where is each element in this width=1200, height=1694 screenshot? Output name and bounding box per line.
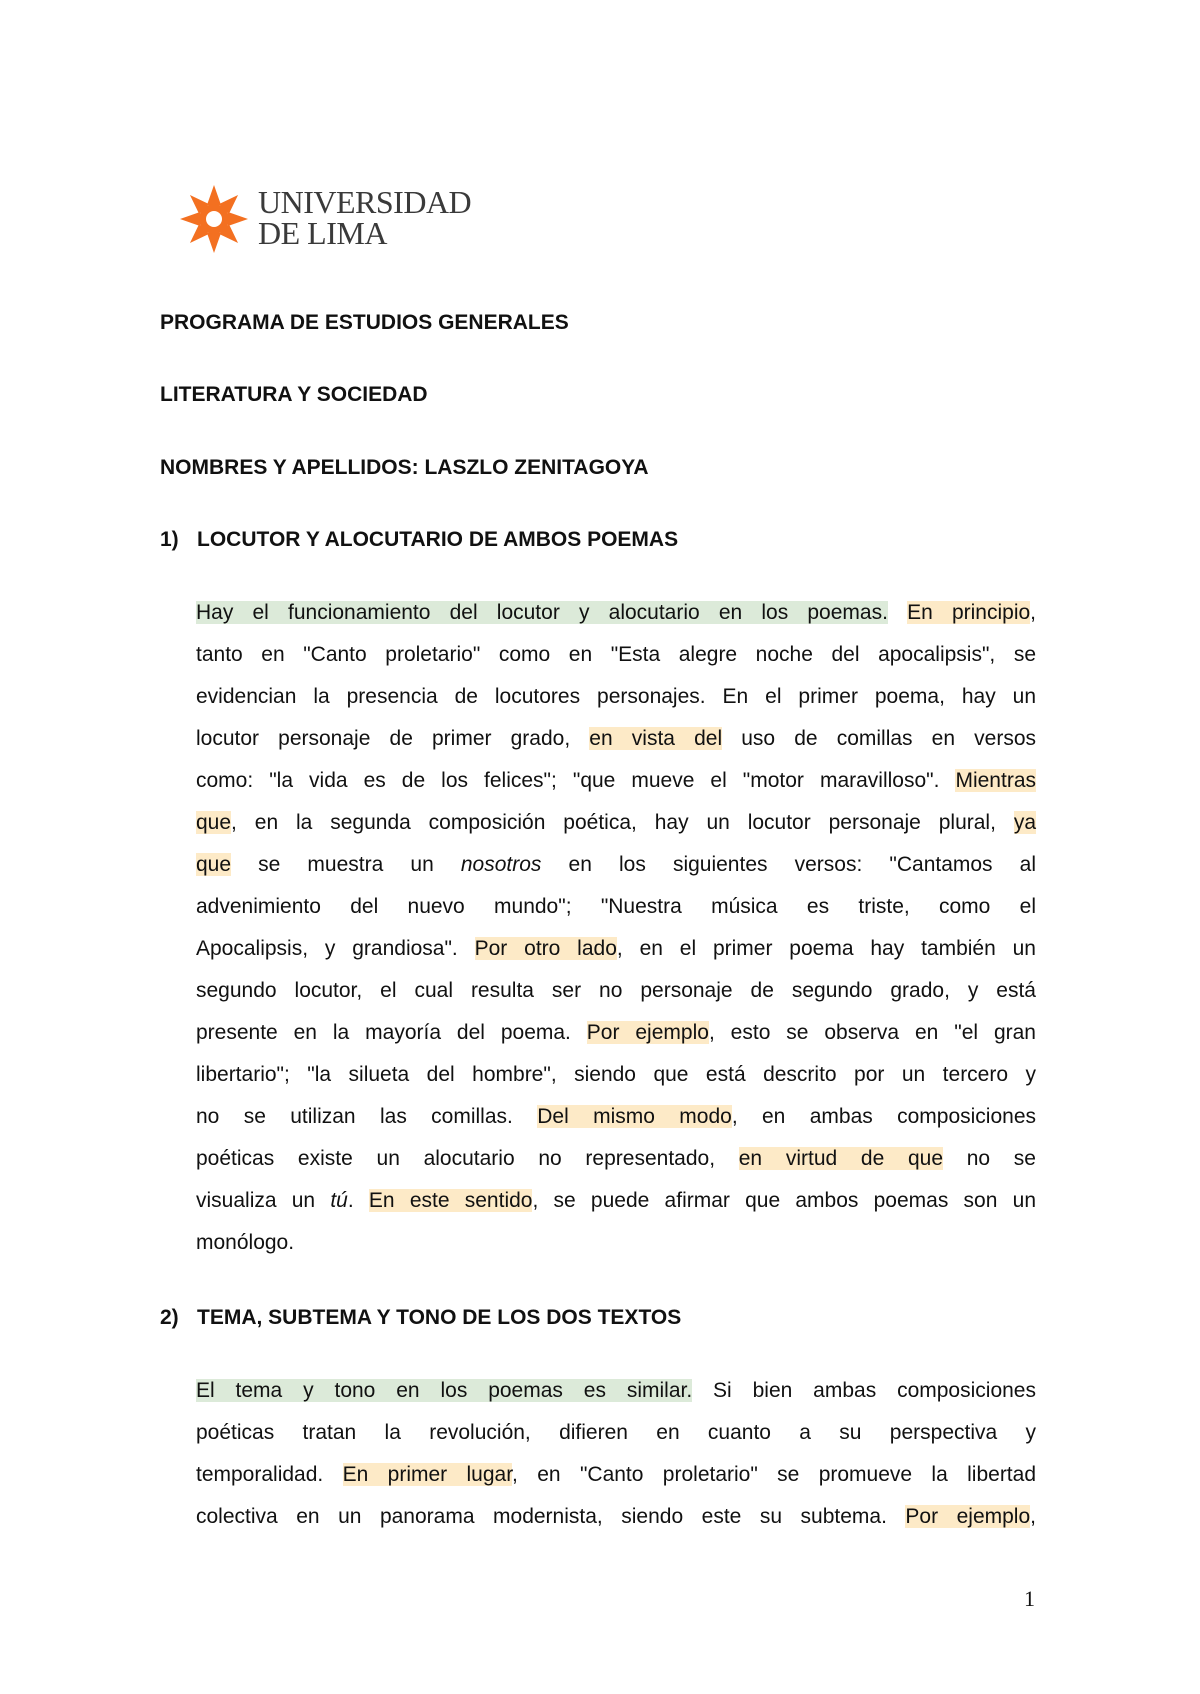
logo-line-2: DE LIMA bbox=[258, 215, 387, 251]
italic-term: tú bbox=[330, 1189, 348, 1212]
section-number: 2) bbox=[160, 1306, 179, 1329]
paragraph-line: monólogo. bbox=[196, 1231, 295, 1254]
university-logo bbox=[178, 183, 478, 259]
highlight-connector: En principio bbox=[907, 601, 1031, 624]
highlight-connector: En primer lugar bbox=[342, 1463, 513, 1486]
highlight-connector: Por ejemplo bbox=[905, 1505, 1031, 1528]
paragraph-line: libertario"; "la silueta del hombre", siendo que está descrito por un tercero y bbox=[196, 1063, 1036, 1086]
highlight-connector: Del mismo modo bbox=[537, 1105, 732, 1128]
star-logo-icon bbox=[178, 183, 250, 255]
highlight-connector: que bbox=[196, 853, 232, 876]
section-1-heading bbox=[160, 528, 678, 552]
paragraph-line: advenimiento del nuevo mundo"; "Nuestra música es triste, como el bbox=[196, 895, 1036, 918]
highlight-main-idea: El tema y tono en los poemas es similar. bbox=[196, 1379, 693, 1402]
student-name-heading: NOMBRES Y APELLIDOS: LASZLO ZENITAGOYA bbox=[160, 456, 649, 479]
section-1-paragraph: Hay el funcionamiento del locutor y alocutario en los poemas. En principio, tanto en "Canto proletario" como en "Esta alegre noche del apocalipsis", se evidencian la presencia de locutores personajes. En el primer poema, hay un locutor personaje de primer grado, en vista del uso de comillas en versos como: "la vida es de los felices"; "que mueve el "motor maravilloso". Mientras que, en la segunda composición poética, hay un locutor personaje plural, ya que se muestra un nosotros en los siguientes versos: "Cantamos al advenimiento del nuevo mundo"; "Nuestra música es triste, como el Apocalipsis, y grandiosa". Por otro lado, en el primer poema hay también un segundo locutor, el cual resulta ser no personaje de segundo grado, y está presente en la mayoría del poema. Por ejemplo, esto se observa en "el gran libertario"; "la silueta del hombre", siendo que está descrito por un tercero y no se utilizan las comillas. Del mismo modo, en ambas composiciones poéticas existe un alocutario no representado, en virtud de que no se visualiza un tú. En este sentido, se puede afirmar que ambos poemas son un monólogo. bbox=[196, 592, 1036, 1264]
highlight-connector: Mientras bbox=[955, 769, 1036, 792]
section-title: LOCUTOR Y ALOCUTARIO DE AMBOS POEMAS bbox=[197, 528, 679, 551]
section-2-heading bbox=[160, 1306, 681, 1330]
highlight-connector: En este sentido bbox=[368, 1189, 533, 1212]
program-heading: PROGRAMA DE ESTUDIOS GENERALES bbox=[160, 311, 569, 334]
paragraph-line: segundo locutor, el cual resulta ser no personaje de segundo grado, y está bbox=[196, 979, 1036, 1002]
paragraph-line: poéticas tratan la revolución, difieren en cuanto a su perspectiva y bbox=[196, 1421, 1036, 1444]
highlight-connector: Por otro lado bbox=[474, 937, 617, 960]
paragraph-line: tanto en "Canto proletario" como en "Esta alegre noche del apocalipsis", se bbox=[196, 643, 1036, 666]
highlight-main-idea: Hay el funcionamiento del locutor y alocutario en los poemas. bbox=[196, 601, 888, 624]
page-number: 1 bbox=[1024, 1586, 1035, 1611]
highlight-connector: que bbox=[196, 811, 232, 834]
section-2-paragraph: El tema y tono en los poemas es similar. Si bien ambas composiciones poéticas tratan la revolución, difieren en cuanto a su perspectiva y temporalidad. En primer lugar, en "Canto proletario" se promueve la libertad colectiva en un panorama modernista, siendo este su subtema. Por ejemplo, bbox=[196, 1379, 1036, 1528]
course-heading: LITERATURA Y SOCIEDAD bbox=[160, 383, 428, 406]
italic-term: nosotros bbox=[460, 853, 542, 876]
paragraph-line: evidencian la presencia de locutores personajes. En el primer poema, hay un bbox=[196, 685, 1036, 708]
logo-line-1: UNIVERSIDAD bbox=[258, 184, 472, 220]
highlight-connector: en virtud de que bbox=[738, 1147, 944, 1170]
highlight-connector: ya bbox=[1013, 811, 1036, 834]
highlight-connector: Por ejemplo bbox=[586, 1021, 709, 1044]
highlight-connector: en vista del bbox=[589, 727, 723, 750]
section-title: TEMA, SUBTEMA Y TONO DE LOS DOS TEXTOS bbox=[197, 1306, 682, 1329]
logo-wordmark bbox=[258, 184, 472, 251]
section-number: 1) bbox=[160, 528, 179, 551]
